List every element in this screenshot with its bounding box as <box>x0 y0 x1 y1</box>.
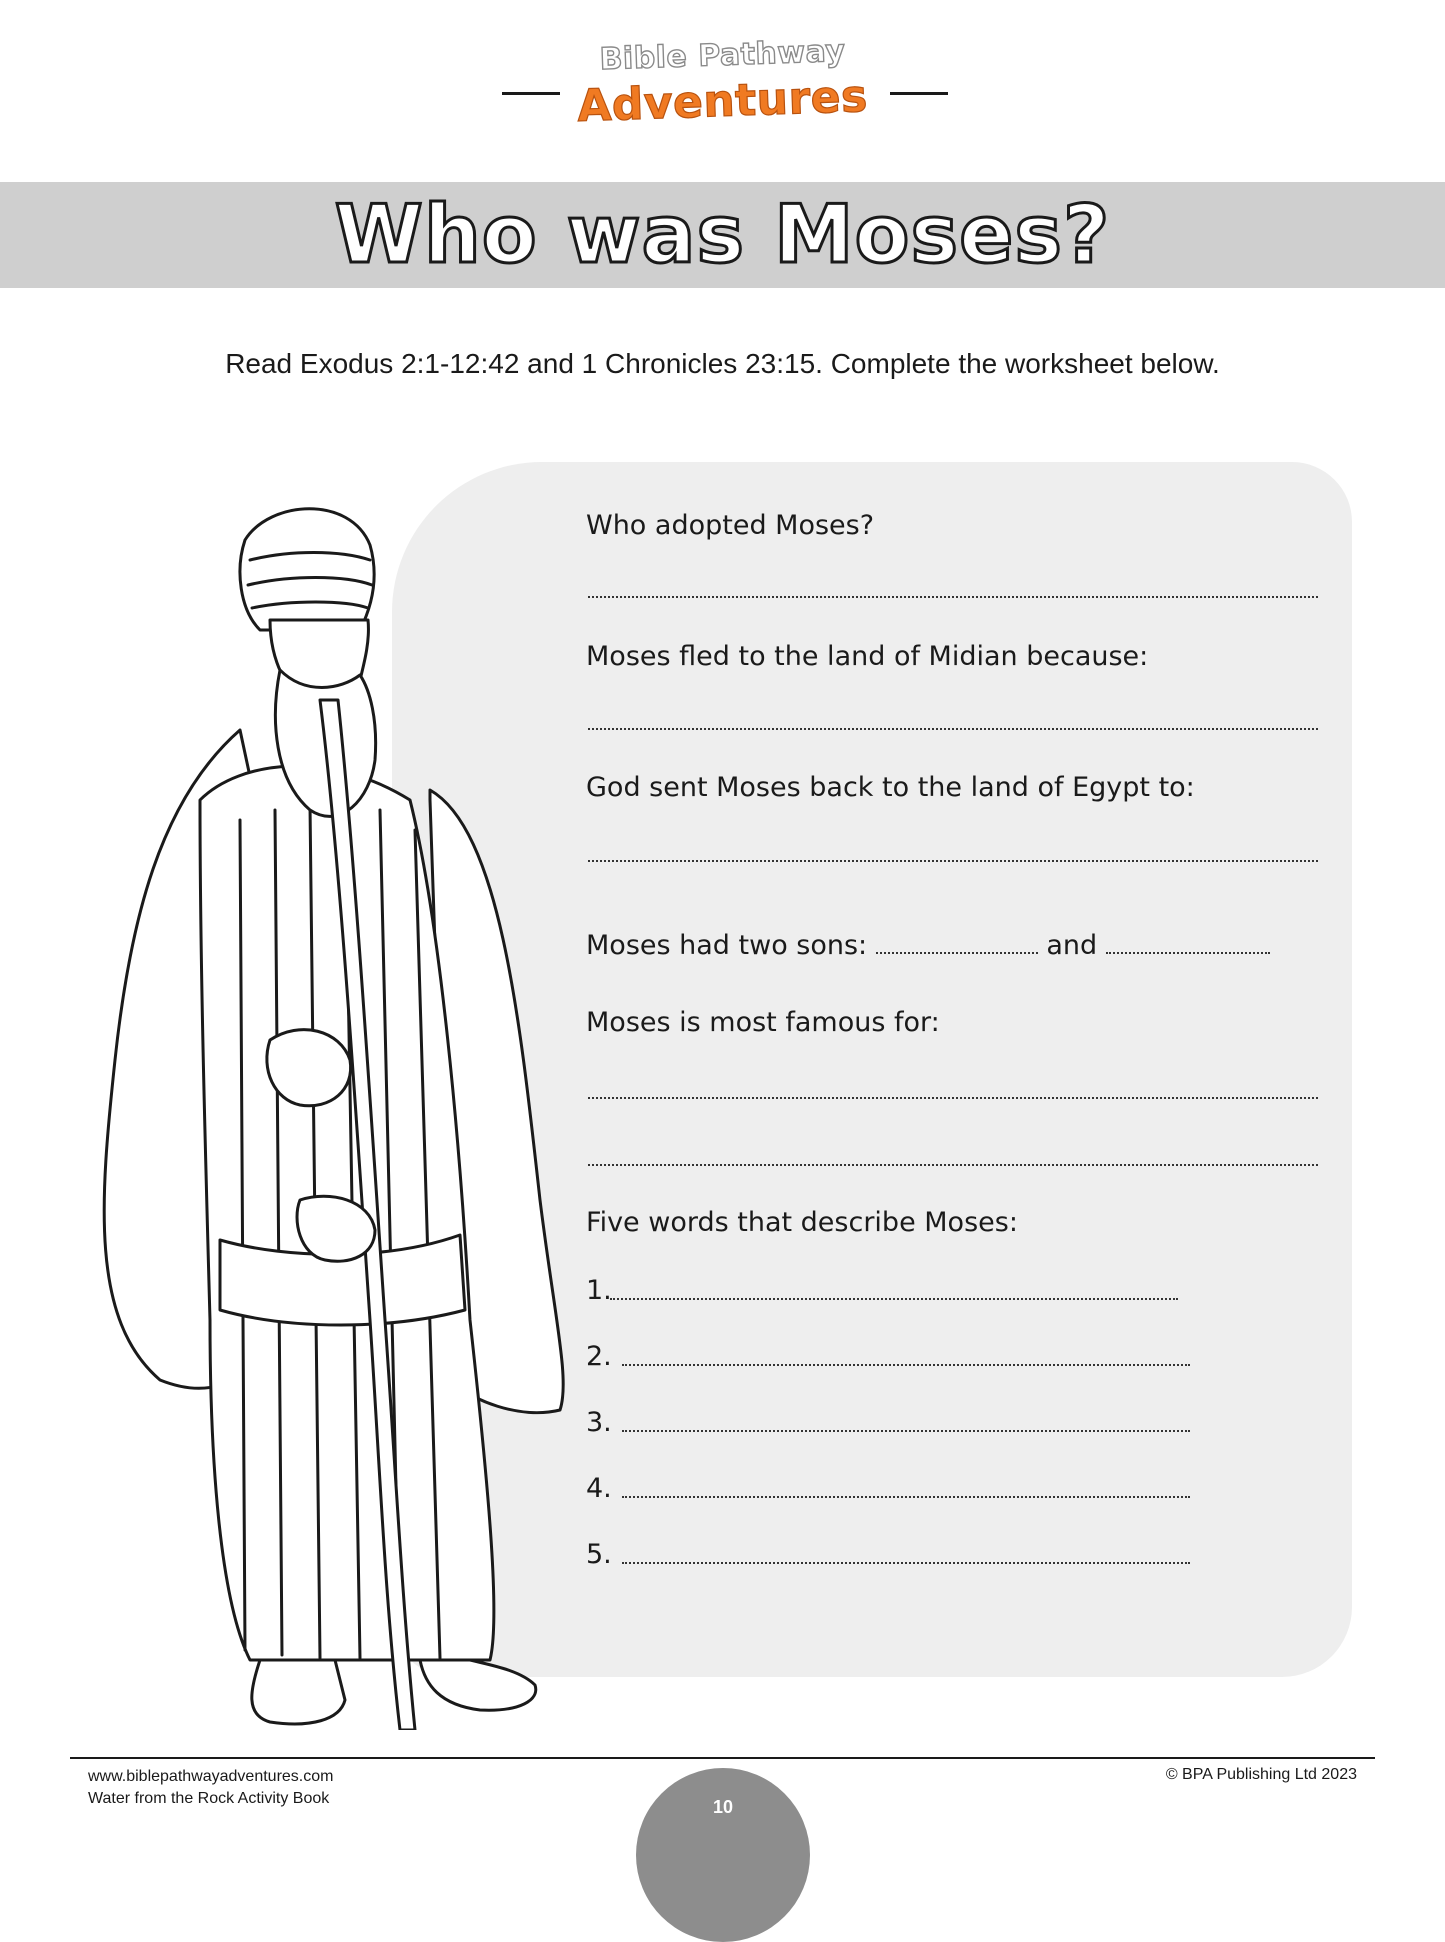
word-line-1[interactable] <box>610 1298 1178 1300</box>
title-band <box>0 182 1445 288</box>
answer-line-5a[interactable] <box>588 1097 1318 1099</box>
question-five-words: Five words that describe Moses: <box>586 1207 1018 1238</box>
son-1-field[interactable] <box>876 952 1038 954</box>
answer-line-3[interactable] <box>588 860 1318 862</box>
answer-line-5b[interactable] <box>588 1164 1318 1166</box>
question-famous-for: Moses is most famous for: <box>586 1007 940 1038</box>
word-number-4: 4. <box>586 1473 612 1504</box>
word-line-2[interactable] <box>622 1364 1190 1366</box>
word-line-5[interactable] <box>622 1562 1190 1564</box>
footer-left <box>88 1766 333 1810</box>
footer-website: www.biblepathwayadventures.com <box>88 1768 334 1785</box>
son-2-field[interactable] <box>1106 952 1270 954</box>
question-sent-egypt: God sent Moses back to the land of Egypt to: <box>586 772 1195 803</box>
footer-divider <box>70 1757 1375 1759</box>
logo-text-top: Bible Pathway <box>598 33 846 78</box>
logo <box>0 33 1445 138</box>
footer-book-title: Water from the Rock Activity Book <box>88 1790 330 1807</box>
word-number-2: 2. <box>586 1341 612 1372</box>
footer-copyright: © BPA Publishing Ltd 2023 <box>1165 1766 1357 1783</box>
answer-line-2[interactable] <box>588 728 1318 730</box>
question-two-sons <box>586 930 1270 961</box>
question-who-adopted: Who adopted Moses? <box>586 510 875 541</box>
moses-illustration <box>70 500 590 1730</box>
instructions: Read Exodus 2:1-12:42 and 1 Chronicles 23:15. Complete the worksheet below. <box>225 348 1220 379</box>
word-line-3[interactable] <box>622 1430 1190 1432</box>
answer-line-1[interactable] <box>588 596 1318 598</box>
question-fled-midian: Moses fled to the land of Midian because: <box>586 641 1149 672</box>
page-title: Who was Moses? <box>334 188 1111 281</box>
two-sons-label: Moses had two sons: <box>586 930 868 961</box>
word-number-1: 1. <box>586 1275 612 1306</box>
page-number-badge <box>636 1768 810 1942</box>
word-number-5: 5. <box>586 1539 612 1570</box>
word-number-3: 3. <box>586 1407 612 1438</box>
two-sons-and: and <box>1046 930 1098 961</box>
word-line-4[interactable] <box>622 1496 1190 1498</box>
page-number: 10 <box>712 1797 734 1817</box>
logo-text-bottom: Adventures <box>576 70 869 133</box>
